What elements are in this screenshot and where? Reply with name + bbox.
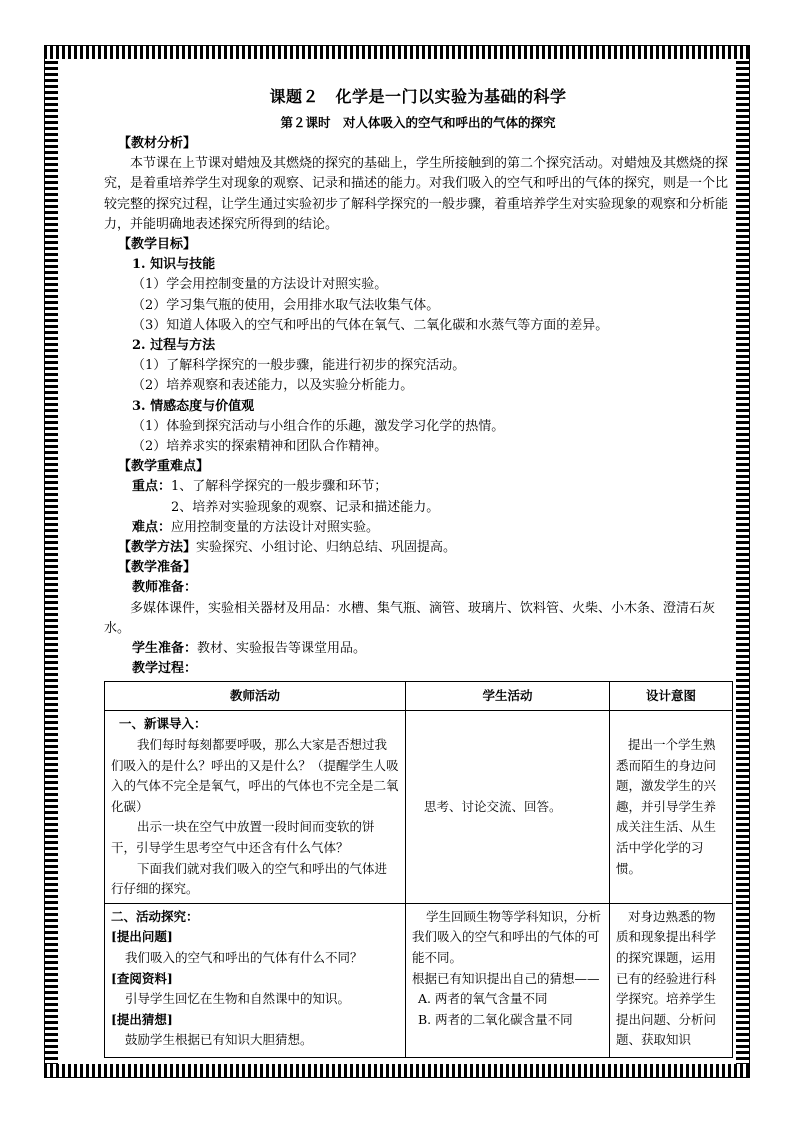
teacher-prep-label: 教师准备： [132, 580, 198, 596]
student-prep-line [104, 639, 732, 659]
difficult-label: 难点： [132, 519, 172, 535]
teacher-activity-cell [105, 711, 406, 903]
goals-heading: 【教学目标】 [118, 237, 197, 253]
knowledge-item: （3）知道人体吸入的空气和呼出的气体在氧气、二氧化碳和水蒸气等方面的差异。 [132, 317, 609, 333]
page-title: 课题２ 化学是一门以实验为基础的科学 [269, 87, 567, 106]
student-activity-text: 思考、讨论交流、回答。 [424, 798, 562, 814]
attitude-item: （2）培养求实的探索精神和团队合作精神。 [132, 439, 388, 455]
process-item: （2）培养观察和表述能力，以及实验分析能力。 [132, 378, 414, 394]
student-prep-label: 学生准备： [132, 641, 198, 657]
hypothesis-label: [提出猜想] [111, 1011, 173, 1027]
key-label: 重点： [132, 479, 172, 495]
prep-heading: 【教学准备】 [118, 560, 197, 576]
difficult-point: 应用控制变量的方法设计对照实验。 [171, 519, 380, 535]
process-item: （1）了解科学探究的一般步骤，能进行初步的探究活动。 [132, 358, 466, 374]
intro-paragraph: 我们每时每刻都要呼吸，那么大家是否想过我们吸入的是什么？呼出的又是什么？（提醒学生人吸入的气体不完全是氧气，呼出的气体也不完全是二氧化碳） [111, 737, 399, 814]
key-point-2: 2、培养对实验现象的观察、记录和描述能力。 [171, 499, 440, 515]
student-activity-text: 根据已有知识提出自己的猜想—— [412, 970, 600, 986]
attitude-heading: 3. 情感态度与价值观 [132, 398, 255, 414]
hypothesis-option-b: B. 两者的二氧化碳含量不同 [418, 1011, 573, 1027]
table-header-row [105, 682, 733, 711]
research-label: [查阅资料] [111, 970, 173, 986]
knowledge-heading: 1. 知识与技能 [132, 257, 216, 273]
method-text: 实验探究、小组讨论、归纳总结、巩固提高。 [196, 540, 457, 556]
question-label: [提出问题] [111, 929, 173, 945]
key-point-line [104, 477, 732, 497]
student-activity-cell [406, 903, 610, 1057]
table-row [105, 711, 733, 903]
intro-heading: 一、新课导入： [119, 716, 207, 732]
student-prep-text: 教材、实验报告等课堂用品。 [197, 641, 367, 657]
method-line [104, 538, 732, 558]
knowledge-item: （2）学习集气瓶的使用，会用排水取气法收集气体。 [132, 297, 440, 313]
hypothesis-text: 鼓励学生根据已有知识大胆猜想。 [125, 1032, 313, 1048]
table-header-teacher: 教师活动 [105, 682, 406, 711]
design-intent-text: 提出一个学生熟悉而陌生的身边问题，激发学生的兴趣，并引导学生养成关注生活、从生活中学化学的习惯。 [616, 737, 717, 876]
table-header-student: 学生活动 [406, 682, 610, 711]
explore-heading: 二、活动探究： [111, 908, 199, 924]
intro-paragraph: 下面我们就对我们吸入的空气和呼出的气体进行仔细的探究。 [111, 860, 388, 897]
design-intent-cell [610, 903, 733, 1057]
process-heading: 2. 过程与方法 [132, 338, 216, 354]
design-intent-text: 对身边熟悉的物质和现象提出科学的探究课题，运用已有的经验进行科学探究。培养学生提出问题、分析问题、获取知识 [616, 908, 717, 1048]
intro-paragraph: 出示一块在空气中放置一段时间而变软的饼干，引导学生思考空气中还含有什么气体？ [111, 819, 375, 856]
table-row [105, 903, 733, 1057]
page-subtitle: 第２课时 对人体吸入的空气和呼出的气体的探究 [280, 115, 556, 130]
teacher-activity-cell [105, 903, 406, 1057]
analysis-heading: 【教材分析】 [118, 136, 197, 151]
attitude-item: （1）体验到探究活动与小组合作的乐趣，激发学习化学的热情。 [132, 418, 505, 434]
student-activity-cell [406, 711, 610, 903]
design-intent-cell [610, 711, 733, 903]
question-text: 我们吸入的空气和呼出的气体有什么不同？ [125, 950, 363, 966]
key-point-1: 1、了解科学探究的一般步骤和环节； [171, 479, 388, 495]
student-activity-text: 学生回顾生物等学科知识，分析我们吸入的空气和呼出的气体的可能不同。 [412, 908, 602, 966]
process-label: 教学过程： [132, 661, 198, 677]
method-heading: 【教学方法】 [118, 540, 197, 556]
analysis-body: 本节课在上节课对蜡烛及其燃烧的探究的基础上，学生所接触到的第二个探究活动。对蜡烛及其燃烧的探究，是着重培养学生对现象的观察、记录和描述的能力。对我们吸入的空气和呼出的气体的探究，则是一个比较完整的探究过程，让学生通过实验初步了解科学探究的一般步骤，着重培养学生对实验现象的观察和分析能力，并能明确地表述探究所得到的结论。 [104, 156, 729, 232]
lesson-process-table [104, 681, 733, 1058]
teacher-prep-text: 多媒体课件，实验相关器材及用品：水槽、集气瓶、滴管、玻璃片、饮料管、火柴、小木条、澄清石灰水。 [104, 600, 716, 636]
knowledge-item: （1）学会用控制变量的方法设计对照实验。 [132, 277, 388, 293]
table-header-intent: 设计意图 [610, 682, 733, 711]
research-text: 引导学生回忆在生物和自然课中的知识。 [125, 991, 351, 1007]
hypothesis-option-a: A. 两者的氧气含量不同 [418, 991, 548, 1007]
document-body [104, 84, 732, 1058]
difficult-line [104, 518, 732, 538]
keypoints-heading: 【教学重难点】 [118, 459, 210, 475]
